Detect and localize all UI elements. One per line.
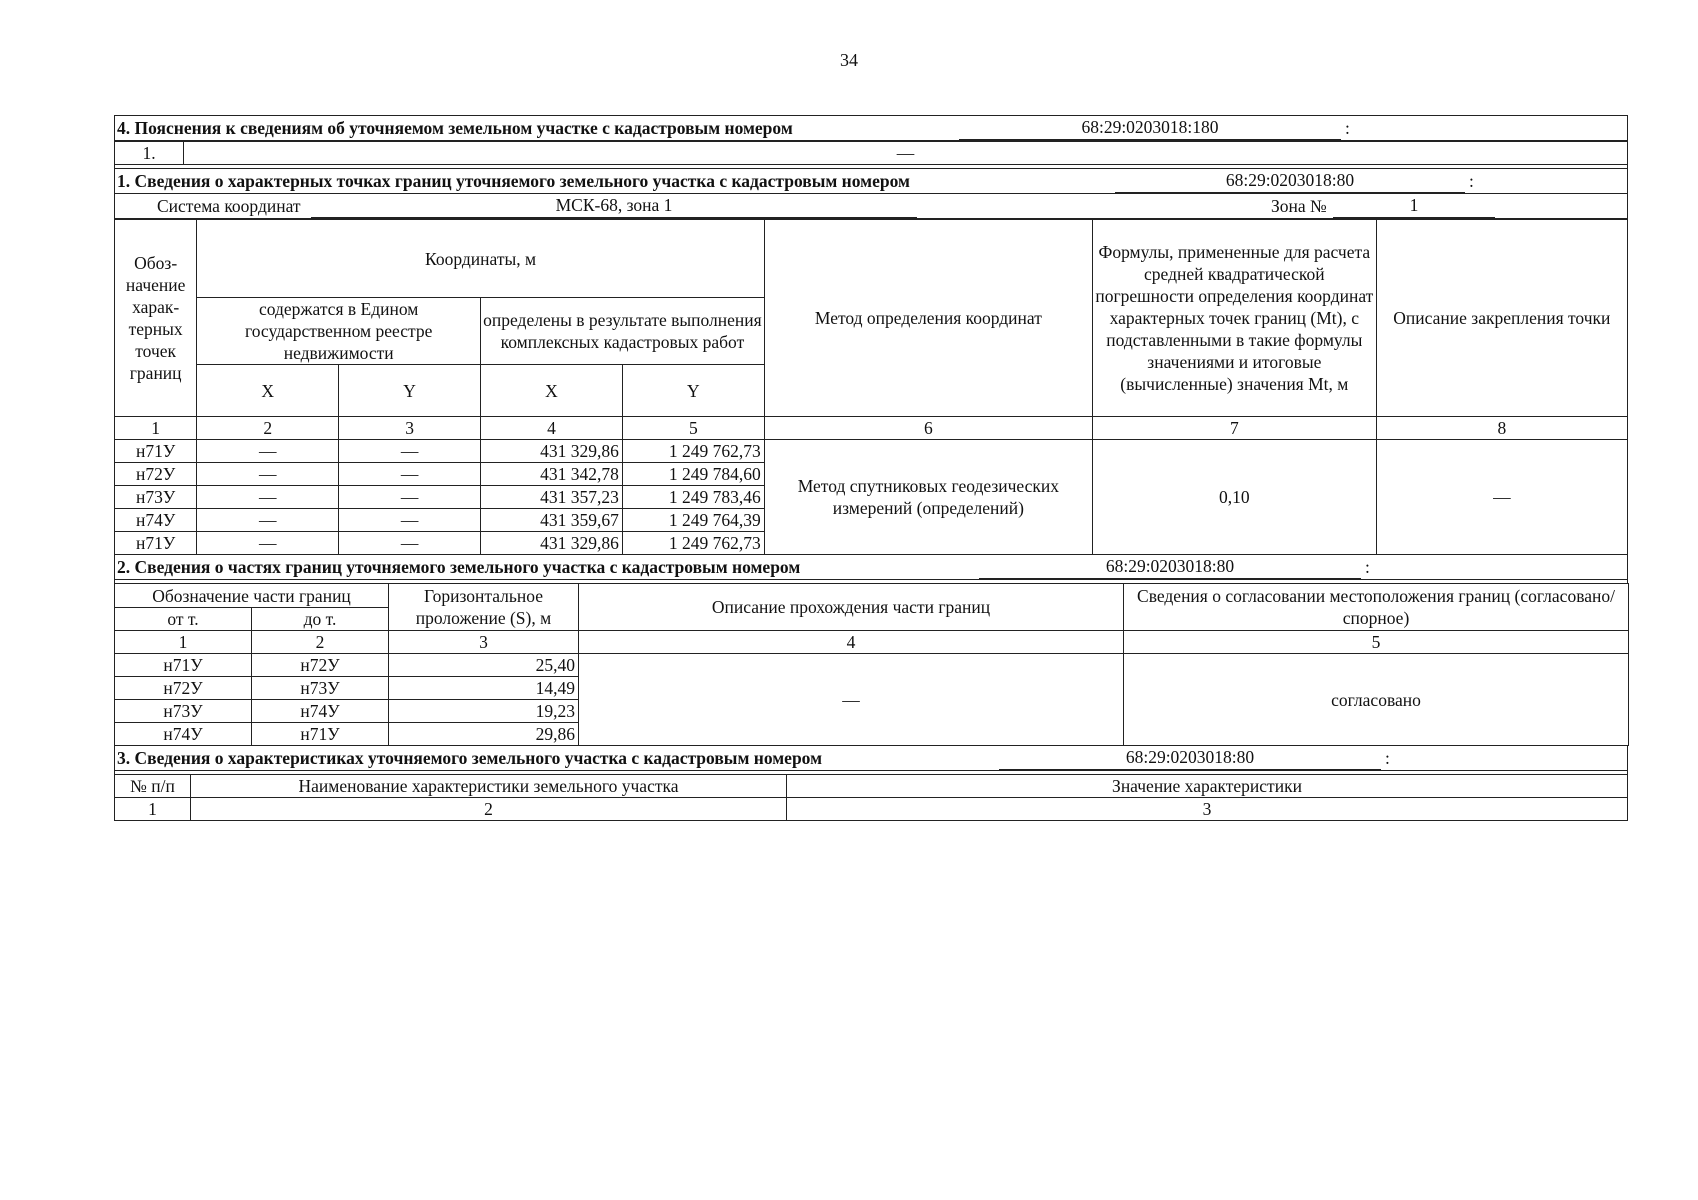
y-registry: — bbox=[339, 486, 481, 509]
section4-cadastral-number: 68:29:0203018:180 bbox=[959, 116, 1341, 140]
x-registry: — bbox=[197, 532, 339, 555]
header-agreement: Сведения о согласовании местоположения границ (согласовано/спорное) bbox=[1124, 584, 1629, 631]
y-value: 1 249 783,46 bbox=[622, 486, 764, 509]
section3-colon: : bbox=[1385, 748, 1390, 768]
x-registry: — bbox=[197, 509, 339, 532]
table-row bbox=[115, 654, 1629, 677]
section4-colon: : bbox=[1345, 118, 1350, 138]
characteristics-table bbox=[114, 774, 1628, 821]
section2-cadastral-number: 68:29:0203018:80 bbox=[979, 555, 1361, 579]
coordinate-system-value: МСК-68, зона 1 bbox=[311, 194, 917, 218]
header-part-designation: Обозначение части границ bbox=[115, 584, 389, 608]
point-name: н73У bbox=[115, 486, 197, 509]
to-point: н73У bbox=[252, 677, 389, 700]
horizontal-distance: 14,49 bbox=[389, 677, 579, 700]
horizontal-distance: 25,40 bbox=[389, 654, 579, 677]
header-fixing: Описание закрепления точки bbox=[1376, 220, 1627, 417]
page-number: 34 bbox=[840, 50, 858, 70]
col-number: 5 bbox=[1124, 631, 1629, 654]
y-value: 1 249 762,73 bbox=[622, 532, 764, 555]
header-y-registry: Y bbox=[339, 365, 481, 417]
coordinate-system-row bbox=[114, 194, 1628, 219]
header-to: до т. bbox=[252, 608, 389, 631]
x-value: 431 329,86 bbox=[481, 532, 623, 555]
horizontal-distance: 29,86 bbox=[389, 723, 579, 746]
section4-table bbox=[114, 141, 1628, 165]
col-number: 3 bbox=[339, 417, 481, 440]
to-point: н74У bbox=[252, 700, 389, 723]
section4-title: 4. Пояснения к сведениям об уточняемом земельном участке с кадастровым номером bbox=[117, 118, 793, 138]
section4-header bbox=[114, 115, 1628, 141]
method-value: Метод спутниковых геодезических измерений (определений) bbox=[764, 440, 1092, 555]
point-name: н74У bbox=[115, 509, 197, 532]
to-point: н71У bbox=[252, 723, 389, 746]
col-number: 2 bbox=[197, 417, 339, 440]
x-value: 431 359,67 bbox=[481, 509, 623, 532]
section2-colon: : bbox=[1365, 557, 1370, 577]
y-registry: — bbox=[339, 440, 481, 463]
point-name: н71У bbox=[115, 532, 197, 555]
header-num: № п/п bbox=[115, 775, 191, 798]
x-value: 431 329,86 bbox=[481, 440, 623, 463]
section2-title: 2. Сведения о частях границ уточняемого земельного участка с кадастровым номером bbox=[117, 557, 801, 577]
x-registry: — bbox=[197, 440, 339, 463]
header-x-determined: X bbox=[481, 365, 623, 417]
col-number: 6 bbox=[764, 417, 1092, 440]
coordinate-system-label: Система координат bbox=[157, 196, 301, 216]
from-point: н74У bbox=[115, 723, 252, 746]
y-registry: — bbox=[339, 509, 481, 532]
col-number: 2 bbox=[252, 631, 389, 654]
section3-cadastral-number: 68:29:0203018:80 bbox=[999, 746, 1381, 770]
section4-row-value: — bbox=[184, 142, 1628, 165]
section1-cadastral-number: 68:29:0203018:80 bbox=[1115, 169, 1465, 193]
col-number: 7 bbox=[1092, 417, 1376, 440]
section1-colon: : bbox=[1469, 171, 1474, 191]
mt-value: 0,10 bbox=[1092, 440, 1376, 555]
from-point: н73У bbox=[115, 700, 252, 723]
section3-header bbox=[114, 746, 1628, 771]
col-number: 3 bbox=[787, 798, 1628, 821]
section3-title: 3. Сведения о характеристиках уточняемого земельного участка с кадастровым номером bbox=[117, 748, 823, 768]
section1-header bbox=[114, 168, 1628, 194]
col-number: 8 bbox=[1376, 417, 1627, 440]
horizontal-distance: 19,23 bbox=[389, 700, 579, 723]
header-horizontal: Горизонтальное проложение (S), м bbox=[389, 584, 579, 631]
x-value: 431 342,78 bbox=[481, 463, 623, 486]
zone-label: Зона № bbox=[1271, 196, 1327, 216]
col-number: 1 bbox=[115, 631, 252, 654]
header-designation: Обоз-начение харак-терных точек границ bbox=[115, 220, 197, 417]
header-in-registry: содержатся в Едином государственном реестре недвижимости bbox=[197, 298, 481, 365]
header-coordinates: Координаты, м bbox=[197, 220, 765, 298]
points-table bbox=[114, 219, 1628, 555]
to-point: н72У bbox=[252, 654, 389, 677]
from-point: н72У bbox=[115, 677, 252, 700]
header-characteristic-name: Наименование характеристики земельного участка bbox=[191, 775, 787, 798]
x-value: 431 357,23 bbox=[481, 486, 623, 509]
point-name: н71У bbox=[115, 440, 197, 463]
section2-header bbox=[114, 555, 1628, 580]
header-x-registry: X bbox=[197, 365, 339, 417]
fixing-value: — bbox=[1376, 440, 1627, 555]
x-registry: — bbox=[197, 463, 339, 486]
zone-value: 1 bbox=[1333, 194, 1495, 218]
parts-table bbox=[114, 583, 1629, 746]
y-value: 1 249 762,73 bbox=[622, 440, 764, 463]
section1-title: 1. Сведения о характерных точках границ уточняемого земельного участка с кадастровым номером bbox=[117, 171, 910, 191]
cadastral-form bbox=[114, 115, 1628, 821]
col-number: 4 bbox=[481, 417, 623, 440]
col-number: 1 bbox=[115, 798, 191, 821]
y-registry: — bbox=[339, 463, 481, 486]
col-number: 3 bbox=[389, 631, 579, 654]
point-name: н72У bbox=[115, 463, 197, 486]
from-point: н71У bbox=[115, 654, 252, 677]
header-characteristic-value: Значение характеристики bbox=[787, 775, 1628, 798]
y-value: 1 249 764,39 bbox=[622, 509, 764, 532]
description-value: — bbox=[579, 654, 1124, 746]
table-row bbox=[115, 440, 1628, 463]
header-from: от т. bbox=[115, 608, 252, 631]
column-numbers-row bbox=[115, 798, 1628, 821]
column-numbers-row bbox=[115, 631, 1629, 654]
section4-row-number: 1. bbox=[115, 142, 184, 165]
col-number: 1 bbox=[115, 417, 197, 440]
header-method: Метод определения координат bbox=[764, 220, 1092, 417]
header-y-determined: Y bbox=[622, 365, 764, 417]
agreement-value: согласовано bbox=[1124, 654, 1629, 746]
col-number: 2 bbox=[191, 798, 787, 821]
col-number: 5 bbox=[622, 417, 764, 440]
x-registry: — bbox=[197, 486, 339, 509]
header-formulas: Формулы, примененные для расчета средней квадратической погрешности определения координат характерных точек границ (Mt), с подставленными в такие формулы значениями и итоговые (вычисленные) значения Mt, м bbox=[1092, 220, 1376, 417]
header-determined: определены в результате выполнения комплексных кадастровых работ bbox=[481, 298, 765, 365]
y-value: 1 249 784,60 bbox=[622, 463, 764, 486]
y-registry: — bbox=[339, 532, 481, 555]
column-numbers-row bbox=[115, 417, 1628, 440]
header-description: Описание прохождения части границ bbox=[579, 584, 1124, 631]
col-number: 4 bbox=[579, 631, 1124, 654]
